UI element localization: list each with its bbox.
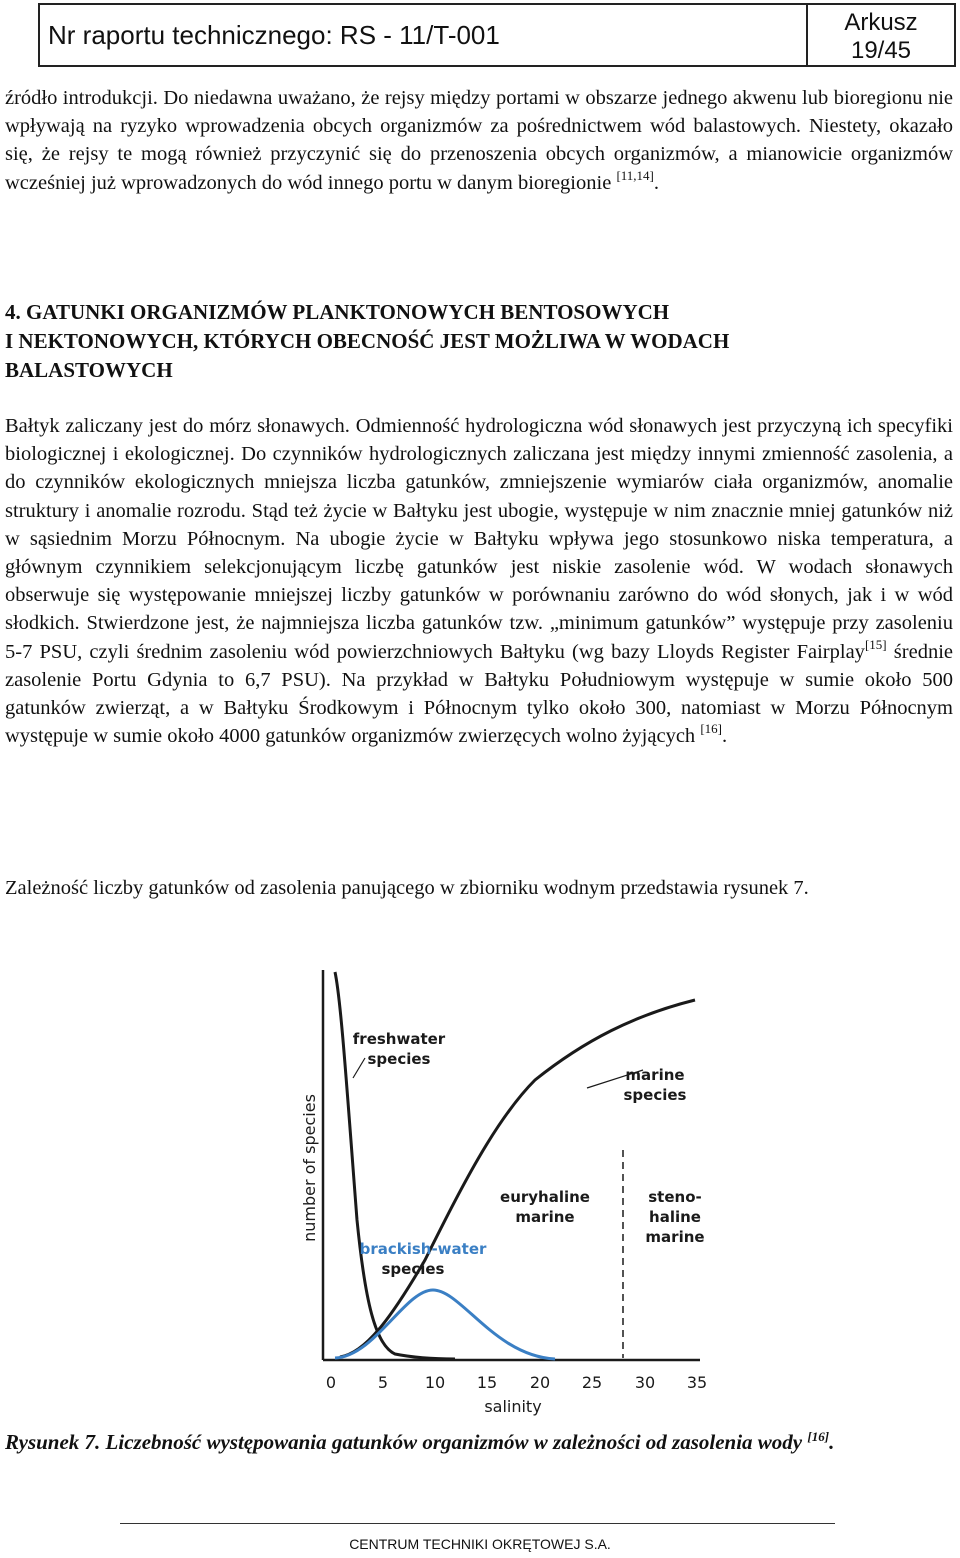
sheet-number: 19/45 <box>850 37 912 64</box>
paragraph-figure-ref: Zależność liczby gatunków od zasolenia panującego w zbiorniku wodnym przedstawia rysunek 7. <box>5 877 809 899</box>
tick-label: 0 <box>325 1373 337 1392</box>
tick-label: 25 <box>581 1373 603 1392</box>
tick-label: 20 <box>529 1373 551 1392</box>
euryhaline-label-2: marine <box>515 1208 575 1226</box>
freshwater-label-2: species <box>367 1050 431 1068</box>
period: . <box>829 1430 835 1454</box>
section-heading-line-2: I NEKTONOWYCH, KTÓRYCH OBECNOŚĆ JEST MOŻLIWA W WODACH <box>5 329 730 353</box>
stenohaline-label-2: haline <box>649 1208 701 1226</box>
stenohaline-label-3: marine <box>645 1228 705 1246</box>
period: . <box>653 171 659 194</box>
section-heading-line-3: BALASTOWYCH <box>5 358 173 382</box>
tick-label: 15 <box>476 1373 498 1392</box>
tick-label: 5 <box>377 1373 389 1392</box>
stenohaline-label-1: steno- <box>648 1188 702 1206</box>
figure-caption <box>5 1422 953 1457</box>
paragraph-baltic <box>5 412 953 750</box>
caption-text: Rysunek 7. Liczebność występowania gatunków organizmów w zależności od zasolenia wody <box>5 1430 803 1454</box>
tick-label: 35 <box>686 1373 708 1392</box>
reference: [16] <box>807 1429 830 1444</box>
y-axis-label: number of species <box>300 1094 319 1242</box>
marine-label-1: marine <box>625 1066 685 1084</box>
freshwater-leader <box>353 1058 365 1078</box>
paragraph-baltic-part-1: Bałtyk zaliczany jest do mórz słonawych. Odmienność hydrologiczna wód słonawych jest przyczyną ich specyfiki biologicznej i ekologicznej. Do czynników hydrologicznych zaliczana jest między innymi zmienność zasolenia, a do czynników ekologicznych mniejsza liczba gatunków, zmniejszenie wymiarów ciała organizmów, anomalie struktury i anomalie rozrodu. Stąd też życie w Bałtyku jest ubogie, występuje w nim znacznie mniej gatunków niż w sąsiednim Morzu Północnym. Na ubogie życie w Bałtyku wpływa jego stosunkowo niska temperatura, a głównym czynnikiem selekcjonującym liczbę gatunków jest niskie zasolenie wód. W wodach słonawych obserwuje się występowanie mniejszej liczby gatunków w porównaniu zarówno do wód słonych, jak i w wód słodkich. Stwierdzone jest, że najmniejsza liczba gatunków tzw. „minimum gatunków” występuje przy zasoleniu 5-7 PSU, czyli średnim zasoleniu wód powierzchniowych Bałtyku (wg bazy Lloyds Register Fairplay <box>5 415 953 663</box>
paragraph-baltic-part-2: średnie zasolenie Portu Gdynia to 6,7 PSU). Na przykład w Bałtyku Południowym występuje w sumie około 500 gatunków zwierząt, a w Bałtyku Środkowym i Północnym tylko około 300, natomiast w Morzu Północnym występuje w sumie około 4000 gatunków organizmów zwierzęcych wolno żyjących <box>5 640 953 748</box>
sheet-box <box>808 5 954 65</box>
footer-divider <box>120 1523 835 1524</box>
figure-7 <box>295 960 735 1420</box>
report-number: Nr raportu technicznego: RS - 11/T-001 <box>40 5 808 65</box>
x-axis-label: salinity <box>484 1397 542 1416</box>
reference: [15] <box>864 636 887 652</box>
page-header <box>38 3 956 67</box>
reference: [16] <box>700 721 722 737</box>
sheet-label: Arkusz <box>844 9 918 36</box>
section-heading <box>5 298 953 385</box>
reference: [11,14] <box>616 167 654 183</box>
species-salinity-diagram <box>295 960 735 1420</box>
footer-company: CENTRUM TECHNIKI OKRĘTOWEJ S.A. <box>349 1536 611 1552</box>
paragraph-intro-text: źródło introdukcji. Do niedawna uważano, że rejsy między portami w obszarze jednego akwenu lub bioregionu nie wpływają na ryzyko wprowadzenia obcych organizmów za pośrednictwem wód balastowych. Niestety, okazało się, że rejsy te mogą również przyczynić się do przenoszenia obcych organizmów, a mianowicie organizmów wcześniej już wprowadzonych do wód innego portu w danym bioregionie <box>5 87 953 194</box>
paragraph-intro <box>5 84 953 197</box>
euryhaline-label-1: euryhaline <box>500 1188 590 1206</box>
period: . <box>721 725 728 748</box>
section-heading-line-1: 4. GATUNKI ORGANIZMÓW PLANKTONOWYCH BENTOSOWYCH <box>5 300 670 324</box>
tick-label: 30 <box>634 1373 656 1392</box>
brackish-label-2: species <box>381 1260 445 1278</box>
freshwater-label-1: freshwater <box>352 1030 446 1048</box>
marine-label-2: species <box>623 1086 687 1104</box>
tick-label: 10 <box>424 1373 446 1392</box>
brackish-label-1: brackish-water <box>359 1240 487 1258</box>
